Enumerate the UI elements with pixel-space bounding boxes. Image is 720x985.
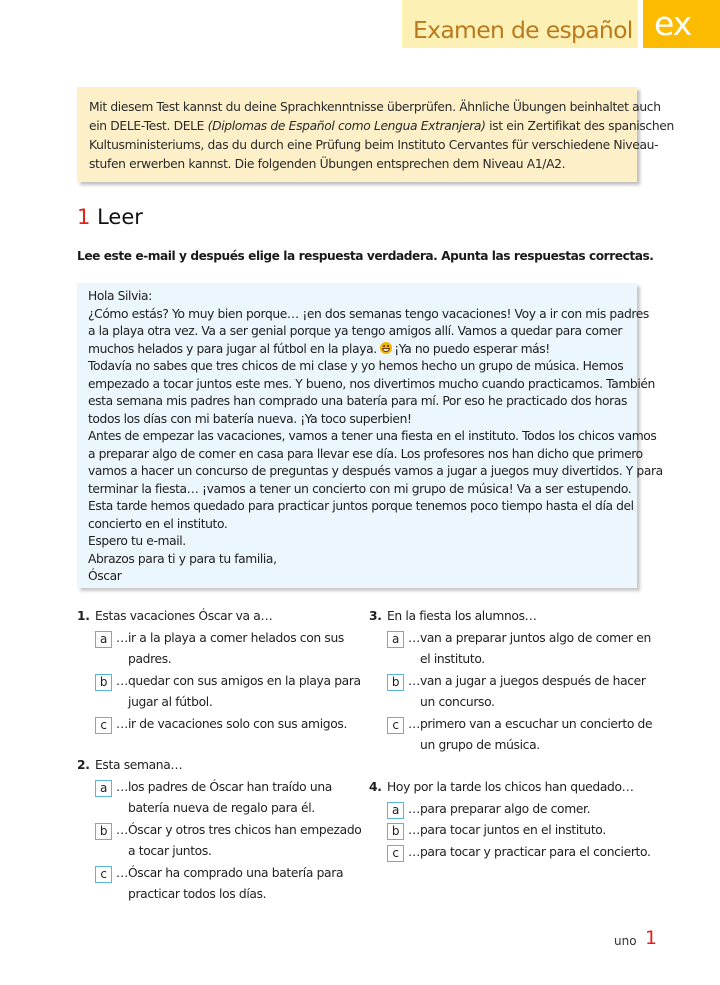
email-text: ¡Ya no puedo esperar más! <box>394 341 550 356</box>
option-letter-box[interactable]: a <box>95 780 112 797</box>
option-a[interactable] <box>77 628 361 671</box>
option-text: …para preparar algo de comer. <box>408 801 591 816</box>
option-a[interactable] <box>369 799 651 821</box>
question-stem <box>369 606 652 628</box>
header-badge-label: ex <box>654 4 692 43</box>
question-stem <box>77 755 361 777</box>
intro-line: Kultusministeriums, das du durch eine Prüfung beim Instituto Cervantes für verschiedene Niveau- <box>89 138 659 152</box>
question-stem <box>77 606 361 628</box>
email-line: Óscar <box>88 569 122 583</box>
option-text: …quedar con sus amigos en la playa para <box>116 673 361 688</box>
email-line: esta semana mis padres han comprado una batería para mí. Por eso he practicado dos horas <box>88 394 627 408</box>
option-b[interactable] <box>77 820 361 863</box>
email-line: Hola Silvia: <box>88 289 152 303</box>
smiley-emoji-icon <box>380 342 392 354</box>
option-text-continued: padres. <box>128 652 172 666</box>
option-c[interactable] <box>77 863 361 906</box>
intro-italic-text: (Diplomas de Español como Lengua Extranjera) <box>207 119 486 133</box>
email-text: muchos helados y para jugar al fútbol en la playa. <box>88 341 381 356</box>
intro-line: stufen erwerben kannst. Die folgenden Übungen entsprechen dem Niveau A1/A2. <box>89 157 566 171</box>
intro-text: ist ein Zertifikat des spanischen <box>485 119 674 133</box>
question-4 <box>369 777 651 863</box>
option-text-continued: un grupo de música. <box>420 738 540 752</box>
question-number: 3. <box>369 609 382 623</box>
question-text: Estas vacaciones Óscar va a… <box>95 609 273 623</box>
option-text: …para tocar y practicar para el concierto. <box>408 844 651 859</box>
email-line: a la playa otra vez. Va a ser genial porque ya tengo amigos allí. Vamos a quedar para comer <box>88 324 623 338</box>
option-text: …Óscar ha comprado una batería para <box>116 865 344 880</box>
question-1 <box>77 606 361 735</box>
email-line: Espero tu e-mail. <box>88 534 186 548</box>
intro-text: ein DELE-Test. DELE <box>89 119 208 133</box>
section-number: 1 <box>77 205 91 229</box>
email-line: Todavía no sabes que tres chicos de mi clase y yo hemos hecho un grupo de música. Hemos <box>88 359 624 373</box>
option-letter-box[interactable]: a <box>387 802 404 819</box>
option-text-continued: jugar al fútbol. <box>128 695 213 709</box>
page-number-word: uno <box>614 934 637 948</box>
question-text: Esta semana… <box>95 758 183 772</box>
email-line: todos los días con mi batería nueva. ¡Ya toco superbien! <box>88 411 412 426</box>
option-c[interactable] <box>369 714 652 757</box>
question-text: En la fiesta los alumnos… <box>387 609 537 623</box>
option-text: …van a jugar a juegos después de hacer <box>408 673 646 688</box>
page-header-title: Examen de español <box>413 16 633 44</box>
intro-line <box>89 117 674 136</box>
option-text-continued: batería nueva de regalo para él. <box>128 801 315 815</box>
question-3 <box>369 606 652 757</box>
option-c[interactable] <box>369 842 651 864</box>
option-a[interactable] <box>369 628 652 671</box>
section-heading <box>77 202 143 232</box>
option-letter-box[interactable]: c <box>387 845 404 862</box>
question-number: 2. <box>77 758 90 772</box>
email-line: Esta tarde hemos quedado para practicar juntos porque tenemos poco tiempo hasta el día del <box>88 499 634 513</box>
option-letter-box[interactable]: c <box>387 717 404 734</box>
option-text: …Óscar y otros tres chicos han empezado <box>116 822 362 837</box>
option-b[interactable] <box>369 820 651 842</box>
question-2 <box>77 755 361 906</box>
question-number: 4. <box>369 780 382 794</box>
question-stem <box>369 777 651 799</box>
email-line: Antes de empezar las vacaciones, vamos a tener una fiesta en el instituto. Todos los chicos vamos <box>88 429 657 443</box>
exercise-instruction: Lee este e-mail y después elige la respuesta verdadera. Apunta las respuestas correctas. <box>77 249 654 263</box>
option-c[interactable] <box>77 714 361 736</box>
option-text: …primero van a escuchar un concierto de <box>408 716 653 731</box>
option-text: …los padres de Óscar han traído una <box>116 779 332 794</box>
option-letter-box[interactable]: c <box>95 866 112 883</box>
question-text: Hoy por la tarde los chicos han quedado… <box>387 780 634 794</box>
section-title: Leer <box>97 205 143 229</box>
email-line: ¿Cómo estás? Yo muy bien porque… ¡en dos semanas tengo vacaciones! Voy a ir con mis padres <box>88 306 649 321</box>
option-text: …para tocar juntos en el instituto. <box>408 823 606 837</box>
option-text-continued: un concurso. <box>420 695 495 709</box>
email-line: a preparar algo de comer en casa para llevar ese día. Los profesores nos han dicho que primero <box>88 446 643 461</box>
email-line: empezado a tocar juntos este mes. Y bueno, nos divertimos mucho cuando practicamos. También <box>88 376 655 391</box>
question-number: 1. <box>77 609 90 623</box>
option-letter-box[interactable]: c <box>95 717 112 734</box>
option-text-continued: practicar todos los días. <box>128 887 267 901</box>
option-b[interactable] <box>77 671 361 714</box>
intro-info-box <box>77 87 674 182</box>
option-text-continued: a tocar juntos. <box>128 844 212 858</box>
email-text-box <box>77 283 663 588</box>
option-b[interactable] <box>369 671 652 714</box>
option-text: …van a preparar juntos algo de comer en <box>408 630 651 645</box>
option-text: …ir a la playa a comer helados con sus <box>116 630 344 645</box>
option-letter-box[interactable]: b <box>95 823 112 840</box>
option-a[interactable] <box>77 777 361 820</box>
email-line: Abrazos para ti y para tu familia, <box>88 551 277 566</box>
email-line: vamos a hacer un concurso de preguntas y después vamos a jugar a juegos muy divertidos. Y para <box>88 464 663 478</box>
option-letter-box[interactable]: a <box>95 631 112 648</box>
email-line <box>88 341 627 359</box>
option-letter-box[interactable]: a <box>387 631 404 648</box>
page-number: 1 <box>645 927 658 949</box>
option-text: …ir de vacaciones solo con sus amigos. <box>116 716 347 731</box>
email-line: terminar la fiesta… ¡vamos a tener un concierto con mi grupo de música! Va a ser estupendo. <box>88 481 632 496</box>
option-letter-box[interactable]: b <box>95 674 112 691</box>
option-letter-box[interactable]: b <box>387 674 404 691</box>
intro-line: Mit diesem Test kannst du deine Sprachkenntnisse überprüfen. Ähnliche Übungen beinhaltet auch <box>89 100 661 114</box>
email-line: concierto en el instituto. <box>88 516 228 531</box>
option-letter-box[interactable]: b <box>387 823 404 840</box>
option-text-continued: el instituto. <box>420 652 485 666</box>
